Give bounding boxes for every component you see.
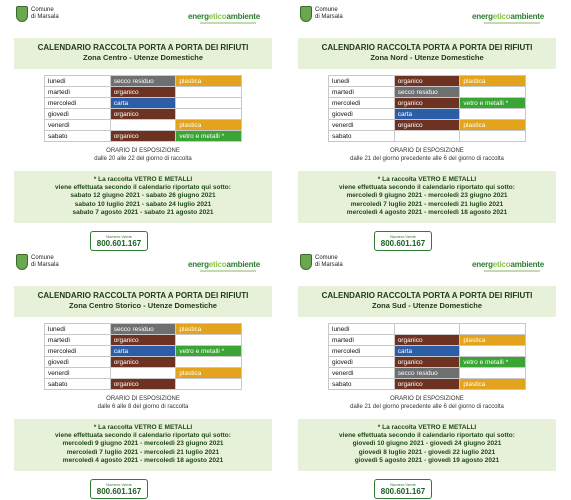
table-row <box>329 87 526 98</box>
day-cell: mercoledì <box>329 98 395 109</box>
calendar-panel-nord <box>292 2 562 251</box>
waste-cell-vetro: vetro e metalli * <box>460 98 526 109</box>
table-row <box>45 357 242 368</box>
waste-cell-empty <box>460 346 526 357</box>
waste-cell-organico: organico <box>394 120 460 131</box>
orario-block <box>292 396 562 411</box>
waste-cell-empty <box>460 109 526 120</box>
logo-bar <box>8 250 278 286</box>
vetro-date: giovedì 10 giugno 2021 - giovedì 24 giugno 2021 <box>352 440 502 447</box>
day-cell: sabato <box>45 131 111 142</box>
table-row <box>329 357 526 368</box>
table-row <box>329 335 526 346</box>
waste-cell-plastica: plastica <box>176 324 242 335</box>
comune-city: di Marsala <box>31 262 59 268</box>
waste-cell-organico: organico <box>110 131 176 142</box>
table-row <box>45 76 242 87</box>
waste-cell-plastica: plastica <box>460 379 526 390</box>
energetico-logo: energeticoambiente <box>187 260 260 269</box>
waste-cell-organico: organico <box>110 87 176 98</box>
zone-title: Zona Centro Storico - Utenze Domestiche <box>69 301 217 310</box>
waste-cell-plastica: plastica <box>460 76 526 87</box>
waste-cell-empty <box>176 357 242 368</box>
waste-cell-organico: organico <box>110 357 176 368</box>
waste-cell-organico: organico <box>394 98 460 109</box>
vetro-date: sabato 10 luglio 2021 - sabato 24 luglio 2021 <box>74 200 212 208</box>
waste-cell-empty <box>176 87 242 98</box>
day-cell: mercoledì <box>45 346 111 357</box>
comune-logo <box>300 254 343 270</box>
energetico-logo: energeticoambiente <box>187 12 260 21</box>
orario-label: ORARIO DI ESPOSIZIONE <box>106 148 180 154</box>
table-row <box>45 346 242 357</box>
day-cell: giovedì <box>329 109 395 120</box>
day-cell: martedì <box>45 87 111 98</box>
energetico-logo: energeticoambiente <box>471 260 544 269</box>
waste-cell-organico: organico <box>394 76 460 87</box>
day-cell: venerdì <box>329 120 395 131</box>
brand-tagline-bar <box>484 270 540 272</box>
waste-cell-empty <box>176 98 242 109</box>
vetro-box <box>298 171 556 223</box>
day-cell: giovedì <box>45 109 111 120</box>
title-box <box>14 286 272 317</box>
day-cell: lunedì <box>329 324 395 335</box>
waste-cell-secco: secco residuo <box>110 324 176 335</box>
day-cell: venerdì <box>45 120 111 131</box>
calendar-title: CALENDARIO RACCOLTA PORTA A PORTA DEI RIFIUTI <box>321 291 533 300</box>
vetro-date: mercoledì 7 luglio 2021 - mercoledì 21 luglio 2021 <box>66 448 220 456</box>
waste-cell-plastica: plastica <box>460 335 526 346</box>
waste-cell-empty <box>110 120 176 131</box>
orario-label: ORARIO DI ESPOSIZIONE <box>390 396 464 402</box>
waste-cell-organico: organico <box>110 109 176 120</box>
table-row <box>329 76 526 87</box>
vetro-date: mercoledì 7 luglio 2021 - mercoledì 21 luglio 2021 <box>350 200 504 208</box>
zone-title: Zona Centro - Utenze Domestiche <box>82 53 203 62</box>
table-row <box>45 324 242 335</box>
comune-name: Comune <box>315 7 338 13</box>
waste-cell-carta: carta <box>394 109 460 120</box>
waste-cell-empty <box>460 87 526 98</box>
table-row <box>329 98 526 109</box>
vetro-subtitle: viene effettuata secondo il calendario riportato qui sotto: <box>339 184 515 191</box>
day-cell: sabato <box>45 379 111 390</box>
table-row <box>45 120 242 131</box>
calendar-panel-sud <box>292 250 562 499</box>
title-box <box>298 38 556 69</box>
vetro-date: giovedì 5 agosto 2021 - giovedì 19 agosto 2021 <box>354 457 500 464</box>
vetro-date: mercoledì 9 giugno 2021 - mercoledì 23 giugno 2021 <box>346 192 508 199</box>
table-row <box>45 379 242 390</box>
table-row <box>45 131 242 142</box>
calendar-panel-centro-storico <box>8 250 278 499</box>
logo-bar <box>8 2 278 38</box>
waste-cell-carta: carta <box>110 98 176 109</box>
table-row <box>329 324 526 335</box>
vetro-date: sabato 12 giugno 2021 - sabato 26 giugno 2021 <box>70 192 216 199</box>
waste-cell-organico: organico <box>110 335 176 346</box>
vetro-title: * La raccolta VETRO E METALLI <box>93 176 193 183</box>
comune-logo <box>16 6 59 22</box>
vetro-date: giovedì 8 luglio 2021 - giovedì 22 luglio 2021 <box>358 448 496 456</box>
phone-label: Numero Verde <box>106 481 132 487</box>
table-row <box>329 379 526 390</box>
vetro-date: mercoledì 9 giugno 2021 - mercoledì 23 giugno 2021 <box>62 440 224 447</box>
comune-name: Comune <box>315 255 338 261</box>
phone-label: Numero Verde <box>390 481 416 487</box>
orario-block <box>292 148 562 163</box>
waste-cell-secco: secco residuo <box>394 87 460 98</box>
waste-cell-plastica: plastica <box>176 120 242 131</box>
vetro-dates <box>302 192 552 218</box>
zone-title: Zona Sud - Utenze Domestiche <box>371 301 482 310</box>
title-box <box>298 286 556 317</box>
vetro-dates <box>302 440 552 466</box>
schedule-table <box>44 75 242 142</box>
toll-free-number[interactable] <box>374 231 432 251</box>
crest-icon <box>300 6 312 22</box>
day-cell: martedì <box>45 335 111 346</box>
day-cell: mercoledì <box>329 346 395 357</box>
calendar-title: CALENDARIO RACCOLTA PORTA A PORTA DEI RIFIUTI <box>37 43 249 52</box>
table-row <box>329 109 526 120</box>
comune-logo <box>300 6 343 22</box>
logo-bar <box>292 250 562 286</box>
phone-label: Numero Verde <box>106 233 132 239</box>
vetro-dates <box>18 192 268 218</box>
comune-name: Comune <box>31 255 54 261</box>
phone-number: 800.601.167 <box>96 238 142 248</box>
vetro-date: sabato 7 agosto 2021 - sabato 21 agosto 2021 <box>72 209 214 216</box>
toll-free-number[interactable] <box>90 479 148 499</box>
vetro-box <box>14 171 272 223</box>
waste-cell-empty <box>176 379 242 390</box>
phone-number: 800.601.167 <box>380 486 426 496</box>
table-row <box>329 120 526 131</box>
day-cell: lunedì <box>45 324 111 335</box>
calendar-panel-centro <box>8 2 278 251</box>
brand-tagline-bar <box>484 22 540 24</box>
waste-cell-plastica: plastica <box>176 368 242 379</box>
vetro-title: * La raccolta VETRO E METALLI <box>377 176 477 183</box>
phone-number: 800.601.167 <box>380 238 426 248</box>
zone-title: Zona Nord - Utenze Domestiche <box>370 53 484 62</box>
waste-cell-empty <box>176 109 242 120</box>
schedule-table <box>328 323 526 390</box>
waste-cell-empty <box>394 131 460 142</box>
orario-block <box>8 396 278 411</box>
waste-cell-vetro: vetro e metalli * <box>176 131 242 142</box>
title-box <box>14 38 272 69</box>
vetro-title: * La raccolta VETRO E METALLI <box>377 424 477 431</box>
crest-icon <box>16 6 28 22</box>
phone-number: 800.601.167 <box>96 486 142 496</box>
waste-cell-secco: secco residuo <box>110 76 176 87</box>
waste-cell-organico: organico <box>110 379 176 390</box>
day-cell: giovedì <box>45 357 111 368</box>
table-row <box>45 368 242 379</box>
waste-cell-plastica: plastica <box>176 76 242 87</box>
waste-cell-empty <box>460 324 526 335</box>
day-cell: lunedì <box>329 76 395 87</box>
day-cell: martedì <box>329 335 395 346</box>
waste-cell-carta: carta <box>394 346 460 357</box>
day-cell: mercoledì <box>45 98 111 109</box>
table-row <box>329 131 526 142</box>
table-row <box>45 335 242 346</box>
day-cell: martedì <box>329 87 395 98</box>
day-cell: giovedì <box>329 357 395 368</box>
waste-cell-empty <box>460 368 526 379</box>
calendar-title: CALENDARIO RACCOLTA PORTA A PORTA DEI RIFIUTI <box>321 43 533 52</box>
comune-logo <box>16 254 59 270</box>
comune-city: di Marsala <box>315 14 343 20</box>
waste-cell-vetro: vetro e metalli * <box>460 357 526 368</box>
comune-city: di Marsala <box>315 262 343 268</box>
orario-value: dalle 20 alle 22 del giorno di raccolta <box>94 155 192 162</box>
orario-value: dalle 21 del giorno precedente alle 6 del giorno di raccolta <box>350 155 504 162</box>
calendar-title: CALENDARIO RACCOLTA PORTA A PORTA DEI RIFIUTI <box>37 291 249 300</box>
waste-cell-carta: carta <box>110 346 176 357</box>
vetro-title: * La raccolta VETRO E METALLI <box>93 424 193 431</box>
brand-tagline-bar <box>200 270 256 272</box>
waste-cell-empty <box>176 335 242 346</box>
table-row <box>329 346 526 357</box>
orario-label: ORARIO DI ESPOSIZIONE <box>390 148 464 154</box>
orario-value: dalle 6 alle 8 del giorno di raccolta <box>97 403 189 410</box>
orario-label: ORARIO DI ESPOSIZIONE <box>106 396 180 402</box>
schedule-table <box>328 75 526 142</box>
vetro-subtitle: viene effettuata secondo il calendario riportato qui sotto: <box>55 184 231 191</box>
toll-free-number[interactable] <box>90 231 148 251</box>
vetro-box <box>298 419 556 471</box>
vetro-dates <box>18 440 268 466</box>
orario-block <box>8 148 278 163</box>
vetro-box <box>14 419 272 471</box>
waste-cell-secco: secco residuo <box>394 368 460 379</box>
comune-city: di Marsala <box>31 14 59 20</box>
table-row <box>45 98 242 109</box>
energetico-logo: energeticoambiente <box>471 12 544 21</box>
waste-cell-plastica: plastica <box>460 120 526 131</box>
table-row <box>45 87 242 98</box>
comune-name: Comune <box>31 7 54 13</box>
day-cell: lunedì <box>45 76 111 87</box>
day-cell: venerdì <box>329 368 395 379</box>
waste-cell-empty <box>460 131 526 142</box>
vetro-date: mercoledì 4 agosto 2021 - mercoledì 18 agosto 2021 <box>346 209 508 216</box>
waste-cell-vetro: vetro e metalli * <box>176 346 242 357</box>
waste-cell-organico: organico <box>394 335 460 346</box>
toll-free-number[interactable] <box>374 479 432 499</box>
schedule-table <box>44 323 242 390</box>
brand-tagline-bar <box>200 22 256 24</box>
table-row <box>329 368 526 379</box>
table-row <box>45 109 242 120</box>
waste-cell-empty <box>110 368 176 379</box>
crest-icon <box>16 254 28 270</box>
phone-label: Numero Verde <box>390 233 416 239</box>
orario-value: dalle 21 del giorno precedente alle 6 del giorno di raccolta <box>350 403 504 410</box>
logo-bar <box>292 2 562 38</box>
waste-cell-empty <box>394 324 460 335</box>
waste-cell-organico: organico <box>394 357 460 368</box>
vetro-date: mercoledì 4 agosto 2021 - mercoledì 18 agosto 2021 <box>62 457 224 464</box>
vetro-subtitle: viene effettuata secondo il calendario riportato qui sotto: <box>339 432 515 439</box>
day-cell: venerdì <box>45 368 111 379</box>
day-cell: sabato <box>329 131 395 142</box>
waste-cell-organico: organico <box>394 379 460 390</box>
day-cell: sabato <box>329 379 395 390</box>
vetro-subtitle: viene effettuata secondo il calendario riportato qui sotto: <box>55 432 231 439</box>
crest-icon <box>300 254 312 270</box>
